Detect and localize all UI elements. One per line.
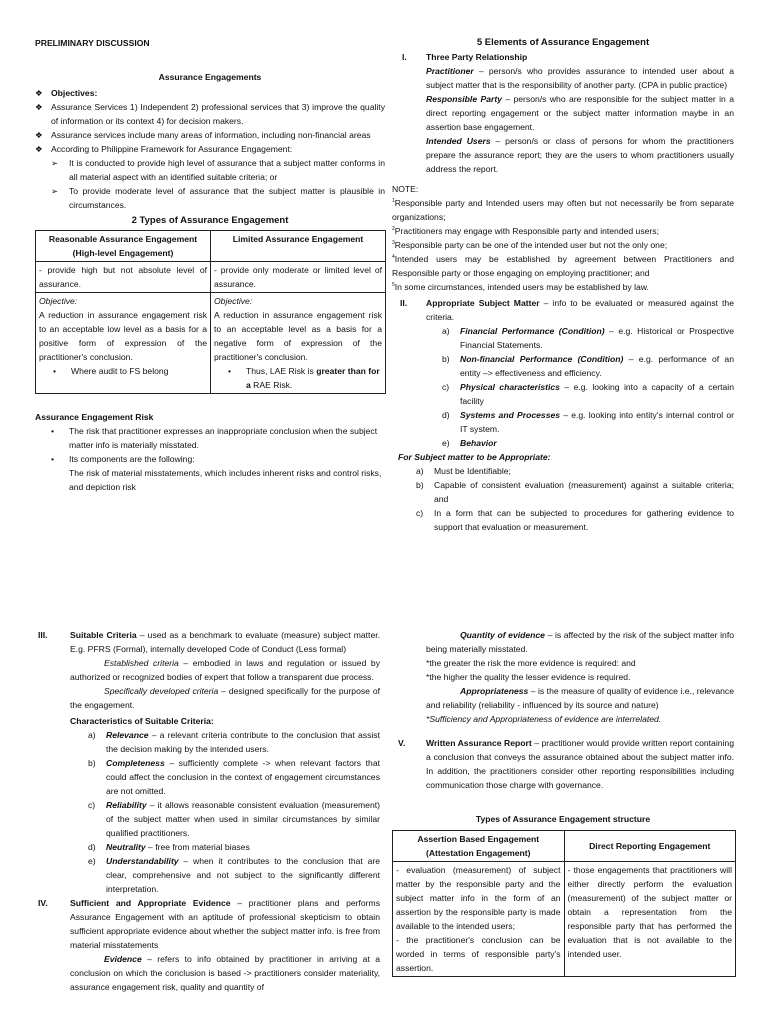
list-item-text: Assurance services include many areas of information, including non-financial areas: [51, 130, 371, 140]
responsible-label: Responsible Party: [426, 94, 502, 104]
table-cell: - evaluation (measurement) of subject matter by the responsible party and the subject matter info in the form of an assertion by the responsible party is made available to the intended users; - the practitioner's conclusion can be worded in terms of responsible party's assertion.: [393, 862, 565, 977]
evidence-text: – refers to info obtained by practitioner in arriving at a conclusion on which the conclusion is based -> practitioners consider materiality, assurance engagement risk, quality and quantity of: [70, 954, 380, 992]
appropriate-title: For Subject matter to be Appropriate:: [398, 452, 551, 462]
appropriate-list: [392, 464, 734, 534]
objectives-item: [35, 86, 385, 100]
list-item: c) Reliability – it allows reasonable consistent evaluation (measurement) of the subject matter when used in similar circumstances by similar qualified practitioners.: [88, 800, 380, 838]
section-iv: [38, 896, 380, 952]
table-bullet-text: Thus, LAE Risk is: [246, 366, 317, 376]
page1-right-column: [392, 36, 734, 534]
table-bullet-bold: greater than for a: [246, 366, 380, 390]
table-bullet-text: Where audit to FS belong: [71, 366, 169, 376]
section-number: II.: [400, 298, 408, 308]
objective-label: Objective:: [214, 296, 253, 306]
specific-text: – designed specifically for the purpose of the engagement.: [70, 686, 380, 710]
section-number: I.: [402, 52, 407, 62]
star-bullet-icon: ❖: [35, 144, 43, 154]
types-table: [35, 230, 386, 394]
page-heading: PRELIMINARY DISCUSSION: [35, 38, 150, 48]
list-item: [35, 452, 385, 466]
list-item-text: Its components are the following:: [69, 454, 195, 464]
practitioner-label: Practitioner: [426, 66, 474, 76]
evidence-label: Evidence: [104, 954, 142, 964]
star-bullet-icon: ❖: [35, 130, 43, 140]
objective-text: A reduction in assurance engagement risk to an acceptable low level as a basis for a positive form of expression of the practitioner's conclusion.: [39, 310, 207, 362]
note-item: In some circumstances, intended users may be established by law.: [394, 282, 649, 292]
page1-left-column: [35, 36, 385, 494]
arrow-bullet-icon: ➢: [51, 158, 59, 168]
table-cell: [211, 293, 386, 394]
diamond-bullet-icon: ❖: [35, 88, 43, 98]
quantity-note: *the higher the quality the lesser evidence is required.: [426, 672, 631, 682]
list-item: [35, 142, 385, 156]
table-cell: - provide only moderate or limited level of assurance.: [211, 262, 386, 293]
section-text: – practitioner would provide written report containing a conclusion that conveys the assurance obtained about the subject matter info. In addition, the practitioners consider other reporting responsibilities including communication those charge with governance.: [426, 738, 734, 790]
practitioner-text: – person/s who provides assurance to intended user about a subject matter that is the responsibility of another party. (CPA in public practice): [426, 66, 734, 90]
section-number: III.: [38, 630, 48, 640]
table-cell: - provide high but not absolute level of assurance.: [36, 262, 211, 293]
appropriateness-label: Appropriateness: [460, 686, 529, 696]
arrow-bullet-icon: ➢: [51, 186, 59, 196]
list-item-text: The risk that practitioner expresses an inappropriate conclusion when the subject matter info is materially misstated.: [69, 426, 378, 450]
objective-label: Objective:: [39, 296, 78, 306]
list-item-text: According to Philippine Framework for Assurance Engagement:: [51, 144, 293, 154]
section-v: [392, 736, 734, 792]
dot-bullet-icon: •: [53, 366, 57, 376]
appropriateness-text: – is the measure of quality of evidence i.e., relevance and reliability (reliability - influenced by its source and nature): [426, 686, 734, 710]
types-title: 2 Types of Assurance Engagement: [131, 215, 289, 226]
table-header: Assertion Based Engagement (Attestation Engagement): [393, 831, 565, 862]
interrelated-note: *Sufficiency and Appropriateness of evidence are interrelated.: [426, 714, 662, 724]
quantity-text: – is affected by the risk of the subject matter info being materially misstated.: [426, 630, 734, 654]
objectives-label: Objectives:: [51, 88, 98, 98]
subject-matter-list: [392, 324, 734, 450]
list-item: a) Relevance – a relevant criteria contribute to the conclusion that assist the decision making by the intended users.: [88, 730, 380, 754]
list-item: b) Completeness – sufficiently complete -> when relevant factors that could affect the conclusion in the context of engagement circumstances are not omitted.: [88, 758, 380, 796]
section-title: Written Assurance Report: [426, 738, 532, 748]
risk-title: Assurance Engagement Risk: [35, 412, 154, 422]
list-item: a) Must be Identifiable;: [416, 466, 511, 476]
note-item: Responsible party and Intended users may often but not necessarily be from separate organizations;: [392, 198, 734, 222]
section-number: V.: [398, 738, 406, 748]
table-bullet: [214, 364, 382, 392]
section-iii: [38, 628, 380, 656]
list-item: [35, 100, 385, 128]
objective-text: A reduction in assurance engagement risk to an acceptable level as a basis for a negative form of expression of the practitioner's conclusion.: [214, 310, 382, 362]
table-cell: - those engagements that practitioners will either directly perform the evaluation (measurement) of the subject matter or obtain a representation from the responsible party that has performed the evaluation that is not available to the intended user.: [564, 862, 736, 977]
characteristics-title: Characteristics of Suitable Criteria:: [70, 716, 214, 726]
sub-list-item-text: To provide moderate level of assurance that the subject matter is plausible in circumstances.: [69, 186, 385, 210]
list-item: a) Financial Performance (Condition) – e.g. Historical or Prospective Financial Statements.: [442, 326, 734, 350]
sub-list-item: [35, 184, 385, 212]
note-label: NOTE:: [392, 184, 419, 194]
established-text: – embodied in laws and regulation or issued by authorized or recognized bodies of expert that follow a transparent due process.: [70, 658, 380, 682]
note-item: Practitioners may engage with Responsible party and intended users;: [394, 226, 659, 236]
intended-label: Intended Users: [426, 136, 491, 146]
section-text: – used as a benchmark to evaluate (measure) subject matter. E.g. PFRS (Formal), internally developed Code of Conduct (Less formal): [70, 630, 380, 654]
dot-bullet-icon: •: [51, 454, 55, 464]
page2-right-column: [392, 628, 734, 977]
table-header: Direct Reporting Engagement: [564, 831, 736, 862]
section-title: Suitable Criteria: [70, 630, 137, 640]
table-header: Reasonable Assurance Engagement (High-level Engagement): [36, 231, 211, 262]
section-ii: [392, 296, 734, 324]
sub-list-item-text: It is conducted to provide high level of assurance that a subject matter conforms in all material aspect with an identified suitable criteria; or: [69, 158, 385, 182]
star-bullet-icon: ❖: [35, 102, 43, 112]
list-item: [35, 128, 385, 142]
section-text: – practitioner plans and performs Assurance Engagement with an aptitude of professional skepticism to obtain sufficient appropriate evidence about whether the subject matter info. is free from material misstatements: [70, 898, 380, 950]
elements-title: 5 Elements of Assurance Engagement: [476, 37, 650, 48]
structure-table: [392, 830, 736, 977]
established-label: Established criteria: [104, 658, 179, 668]
characteristics-list: [38, 728, 380, 896]
table-header: Limited Assurance Engagement: [211, 231, 386, 262]
section-title: Sufficient and Appropriate Evidence: [70, 898, 231, 908]
dot-bullet-icon: •: [51, 426, 55, 436]
list-item: d) Neutrality – free from material biases: [88, 842, 250, 852]
section-number: IV.: [38, 898, 48, 908]
list-item: e) Understandability – when it contributes to the conclusion that are clear, comprehensive and not subject to the significantly different interpretation.: [88, 856, 380, 894]
section-title: Appropriate Subject Matter: [426, 298, 540, 308]
table-bullet-text: RAE Risk.: [250, 380, 293, 390]
quantity-label: Quantity of evidence: [460, 630, 545, 640]
table-bullet: [39, 364, 207, 378]
intended-text: – person/s or class of persons for whom the practitioners prepare the assurance report; they are the users to whom practitioners usually address the report.: [426, 136, 734, 174]
sub-list-item: [35, 156, 385, 184]
list-item: b) Non-financial Performance (Condition) – e.g. performance of an entity –> effectiveness and efficiency.: [442, 354, 734, 378]
list-item: d) Systems and Processes – e.g. looking into entity's internal control or IT system.: [442, 410, 734, 434]
list-item-text: Assurance Services 1) Independent 2) professional services that 3) improve the quality of information or its context 4) for decision makers.: [51, 102, 385, 126]
section-title-assurance-engagements: Assurance Engagements: [158, 72, 262, 82]
page2-left-column: [38, 628, 380, 994]
risk-components-text: The risk of material misstatements, which includes inherent risks and control risks, and depiction risk: [69, 468, 382, 492]
list-item: [35, 424, 385, 452]
structure-title: Types of Assurance Engagement structure: [475, 814, 651, 824]
note-block: NOTE: $^1$Responsible party and Intended users may often but not necessarily be from separate organizations; $^2$Practitioners may engage with Responsible party and intended users; $^3$Responsible party can be one of the intended user but not the only one; $^4$Intended users may be established by agreement between Practitioners and Responsible party or those engaging on employing practitioner; and $^5$In some circumstances, intended users may be established by law.: [392, 184, 734, 292]
list-item: b) Capable of consistent evaluation (measurement) against a suitable criteria; and: [416, 480, 734, 504]
list-item: e) Behavior: [442, 438, 497, 448]
specific-label: Specifically developed criteria: [104, 686, 219, 696]
dot-bullet-icon: •: [228, 366, 232, 376]
list-item: c) Physical characteristics – e.g. looking into a capacity of a certain facility: [442, 382, 734, 406]
section-text: – info to be evaluated or measured against the criteria.: [426, 298, 734, 322]
quantity-note: *the greater the risk the more evidence is required: and: [426, 658, 636, 668]
section-title: Three Party Relationship: [426, 52, 528, 62]
note-item: Responsible party can be one of the intended user but not the only one;: [394, 240, 668, 250]
section-i: [392, 50, 734, 64]
note-item: Intended users may be established by agreement between Practitioners and Responsible party or those engaging on employing practitioner; and: [392, 254, 734, 278]
list-item: c) In a form that can be subjected to procedures for gathering evidence to support that evaluation or measurement.: [416, 508, 734, 532]
table-cell: [36, 293, 211, 394]
responsible-text: – person/s who are responsible for the subject matter in a direct reporting engagement or the subject matter information maybe in an assertion base engagement.: [426, 94, 734, 132]
